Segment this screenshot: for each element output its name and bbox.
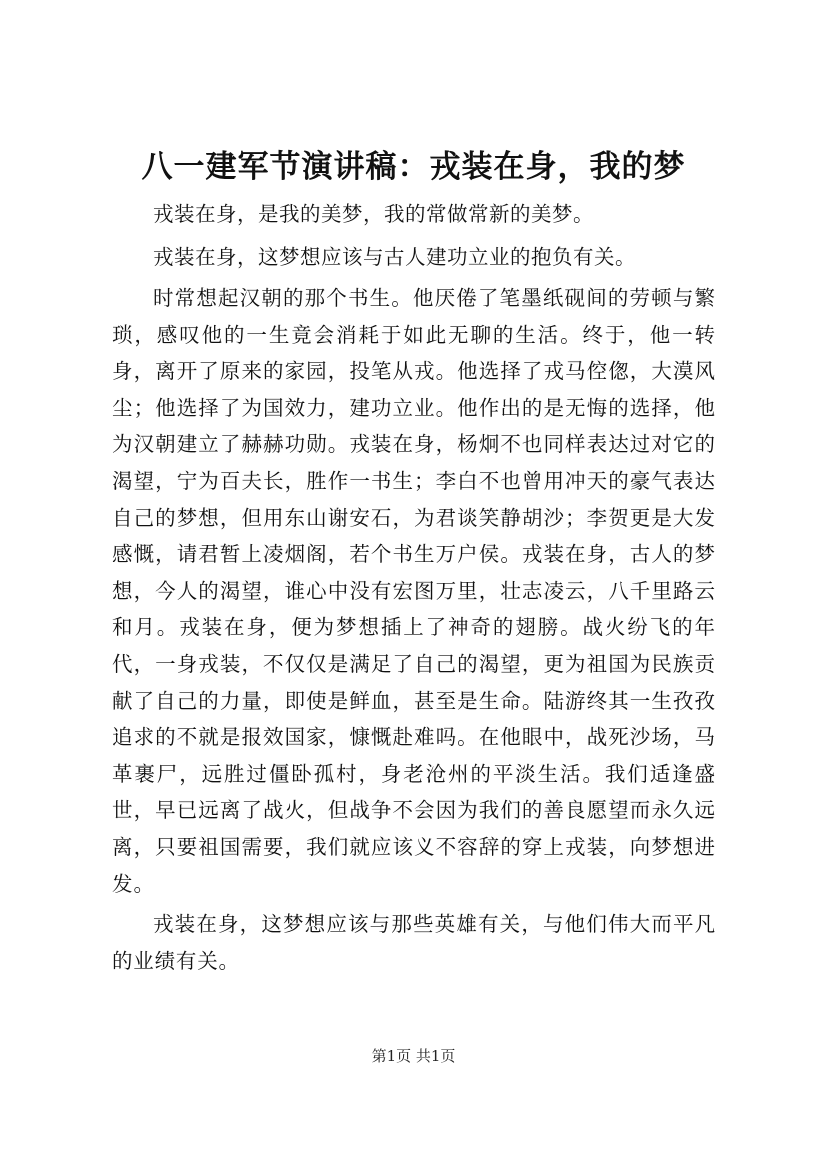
paragraph: 戎装在身，是我的美梦，我的常做常新的美梦。 bbox=[153, 202, 594, 226]
document-title: 八一建军节演讲稿：戎装在身，我的梦 bbox=[141, 149, 686, 185]
page-number-footer: 第1页 共1页 bbox=[371, 1047, 456, 1065]
paragraph: 戎装在身，这梦想应该与古人建功立业的抱负有关。 bbox=[153, 245, 636, 269]
paragraph: 戎装在身，这梦想应该与那些英雄有关，与他们伟大而平凡的业绩有关。 bbox=[112, 912, 716, 974]
document-body bbox=[112, 194, 716, 983]
paragraph: 时常想起汉朝的那个书生。他厌倦了笔墨纸砚间的劳顿与繁琐，感叹他的一生竟会消耗于如此无聊的生活。终于，他一转身，离开了原来的家园，投笔从戎。他选择了戎马倥偬，大漠风尘；他选择了为国效力，建功立业。他作出的是无悔的选择，他为汉朝建立了赫赫功勋。戎装在身，杨炯不也同样表达过对它的渴望，宁为百夫长，胜作一书生；李白不也曾用冲天的豪气表达自己的梦想，但用东山谢安石，为君谈笑静胡沙；李贺更是大发感慨，请君暂上凌烟阁，若个书生万户侯。戎装在身，古人的梦想，今人的渴望，谁心中没有宏图万里，壮志凌云，八千里路云和月。戎装在身，便为梦想插上了神奇的翅膀。战火纷飞的年代，一身戎装，不仅仅是满足了自己的渴望，更为祖国为民族贡献了自己的力量，即使是鲜血，甚至是生命。陆游终其一生孜孜追求的不就是报效国家，慷慨赴难吗。在他眼中，战死沙场，马革裹尸，远胜过僵卧孤村，身老沧州的平淡生活。我们适逢盛世，早已远离了战火，但战争不会因为我们的善良愿望而永久远离，只要祖国需要，我们就应该义不容辞的穿上戎装，向梦想进发。 bbox=[112, 286, 716, 896]
